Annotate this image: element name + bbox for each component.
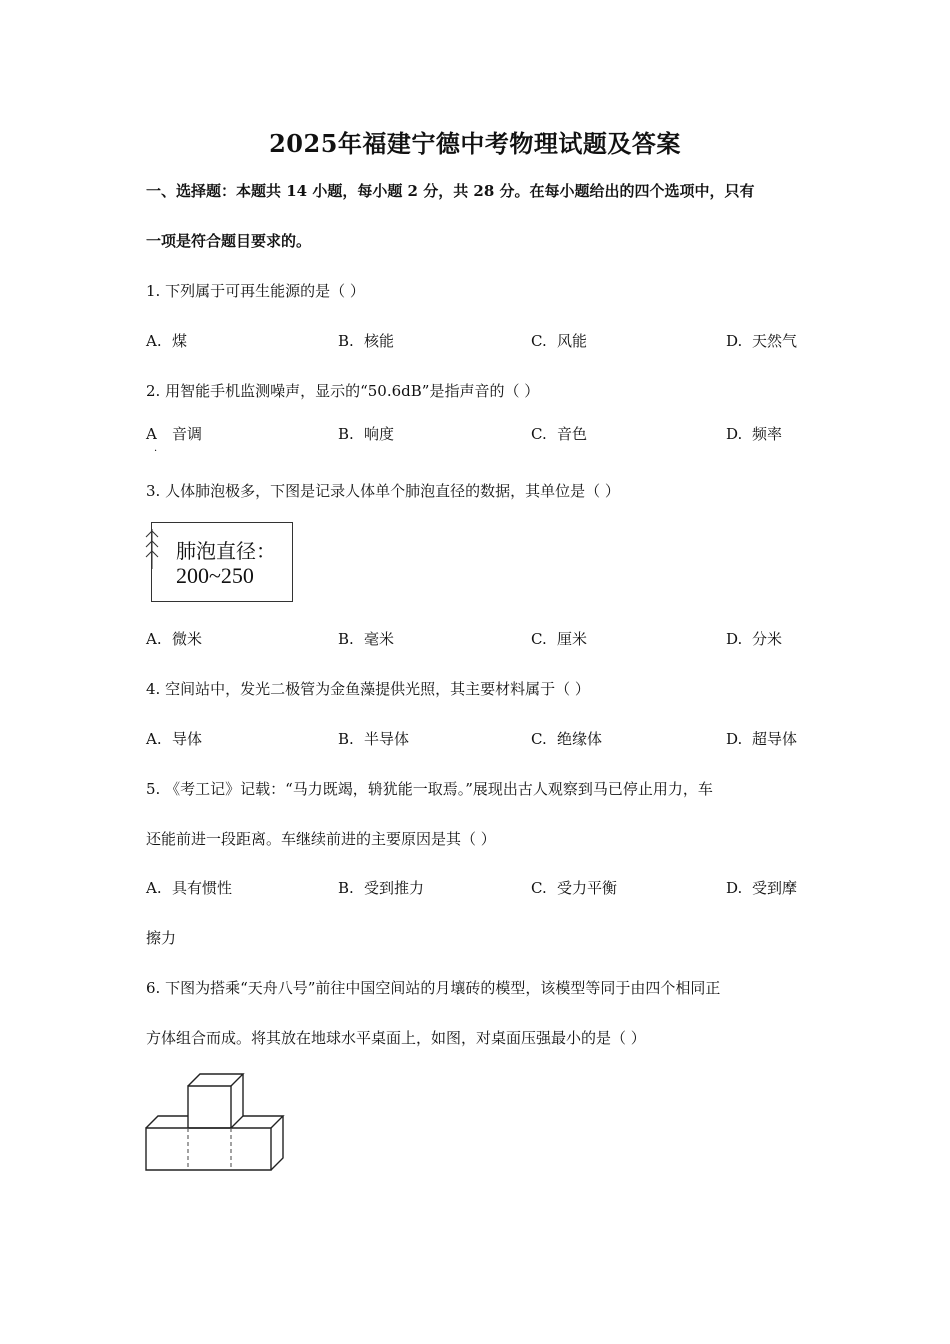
- page-title: 2025年福建宁德中考物理试题及答案: [269, 129, 681, 158]
- question-3-option-c: C. 厘米: [531, 630, 588, 648]
- question-3-stem: 3. 人体肺泡极多，下图是记录人体单个肺泡直径的数据，其单位是（ ）: [146, 482, 620, 500]
- figure-label-line2: 200~250: [176, 563, 254, 588]
- question-6-stem-line2: 方体组合而成。将其放在地球水平桌面上，如图，对桌面压强最小的是（ ）: [146, 1029, 646, 1047]
- paper-fold-marks-icon: [144, 527, 160, 571]
- section-heading-line2: 一项是符合题目要求的。: [146, 232, 312, 250]
- question-4-option-b: B. 半导体: [338, 730, 410, 748]
- question-2-stem: 2. 用智能手机监测噪声，显示的“50.6dB”是指声音的（ ）: [146, 382, 540, 400]
- lunar-soil-brick-model-figure: [143, 1072, 293, 1176]
- question-4-option-d: D. 超导体: [726, 730, 798, 748]
- question-1-option-b: B. 核能: [338, 332, 395, 350]
- question-3-option-a: A. 微米: [146, 630, 203, 648]
- question-5-option-b: B. 受到推力: [338, 879, 425, 897]
- question-3-option-b: B. 毫米: [338, 630, 395, 648]
- question-2-option-d: D. 频率: [726, 425, 783, 443]
- question-5-stem-line2: 还能前进一段距离。车继续前进的主要原因是其（ ）: [146, 830, 496, 848]
- question-1-option-a: A. 煤: [146, 332, 188, 350]
- question-4-option-a: A. 导体: [146, 730, 203, 748]
- question-5-option-d-wrap: 擦力: [146, 929, 177, 947]
- question-1-option-d: D. 天然气: [726, 332, 798, 350]
- question-5-option-d: D. 受到摩: [726, 879, 798, 897]
- question-3-option-d: D. 分米: [726, 630, 783, 648]
- question-4-option-c: C. 绝缘体: [531, 730, 603, 748]
- question-4-stem: 4. 空间站中，发光二极管为金鱼藻提供光照，其主要材料属于（ ）: [146, 680, 590, 698]
- question-5-option-c: C. 受力平衡: [531, 879, 618, 897]
- question-5-option-a: A. 具有惯性: [146, 879, 233, 897]
- question-1-option-c: C. 风能: [531, 332, 588, 350]
- figure-label-line1: 肺泡直径：: [176, 539, 276, 563]
- question-5-stem-line1: 5. 《考工记》记载：“马力既竭，辀犹能一取焉。”展现出古人观察到马已停止用力，车: [146, 780, 713, 798]
- question-2-option-b: B. 响度: [338, 425, 395, 443]
- question-1-stem: 1. 下列属于可再生能源的是（ ）: [146, 282, 365, 300]
- dot-mark: ·: [154, 446, 158, 457]
- question-6-stem-line1: 6. 下图为搭乘“天舟八号”前往中国空间站的月壤砖的模型，该模型等同于由四个相同正: [146, 979, 721, 997]
- alveolus-diameter-figure: [151, 522, 293, 602]
- question-2-option-a: A 音调: [146, 425, 203, 443]
- question-2-option-c: C. 音色: [531, 425, 588, 443]
- section-heading-line1: 一、选择题：本题共 14 小题，每小题 2 分，共 28 分。在每小题给出的四个选项中，只有: [146, 182, 755, 200]
